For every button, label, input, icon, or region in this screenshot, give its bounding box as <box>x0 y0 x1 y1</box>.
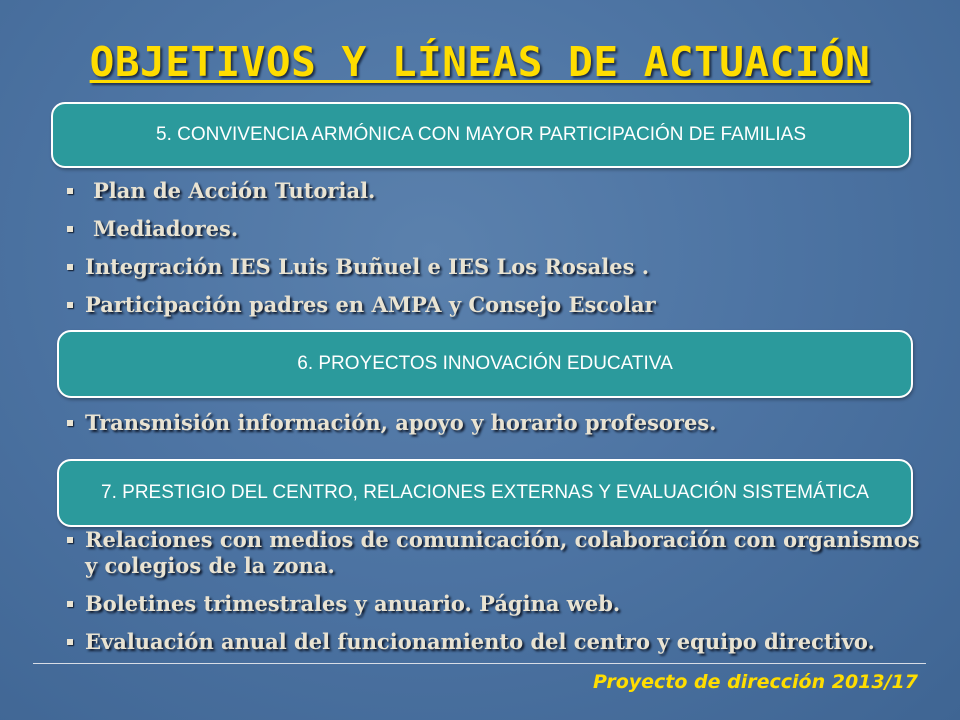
list-item: Relaciones con medios de comunicación, colaboración con organismos y colegios de la zona. <box>63 527 933 579</box>
section-7-banner <box>57 459 913 527</box>
footer-text: Proyecto de dirección 2013/17 <box>592 671 918 693</box>
list-item: Participación padres en AMPA y Consejo Escolar <box>63 292 933 318</box>
bullet-icon <box>67 639 73 645</box>
bullet-icon <box>67 302 73 308</box>
list-item: Plan de Acción Tutorial. <box>63 178 933 204</box>
bullet-icon <box>67 420 73 426</box>
list-item: Mediadores. <box>63 216 933 242</box>
list-item: Transmisión información, apoyo y horario profesores. <box>63 410 933 436</box>
bullet-icon <box>67 537 73 543</box>
section-6-banner <box>57 330 913 398</box>
section-5-heading: 5. CONVIVENCIA ARMÓNICA CON MAYOR PARTICIPACIÓN DE FAMILIAS <box>156 124 806 145</box>
bullet-icon <box>67 188 73 194</box>
section-5-list <box>63 178 933 330</box>
slide-title: OBJETIVOS Y LÍNEAS DE ACTUACIÓN <box>89 38 871 86</box>
bullet-icon <box>67 226 73 232</box>
bullet-icon <box>67 601 73 607</box>
list-item: Boletines trimestrales y anuario. Página web. <box>63 591 933 617</box>
bullet-icon <box>67 264 73 270</box>
section-6-list <box>63 410 933 448</box>
section-6-heading: 6. PROYECTOS INNOVACIÓN EDUCATIVA <box>297 353 673 374</box>
section-7-heading: 7. PRESTIGIO DEL CENTRO, RELACIONES EXTERNAS Y EVALUACIÓN SISTEMÁTICA <box>101 482 869 503</box>
section-7-list <box>63 527 933 667</box>
list-item: Evaluación anual del funcionamiento del centro y equipo directivo. <box>63 629 933 655</box>
list-item: Integración IES Luis Buñuel e IES Los Rosales . <box>63 254 933 280</box>
footer-divider <box>33 663 926 664</box>
section-5-banner <box>51 102 911 168</box>
